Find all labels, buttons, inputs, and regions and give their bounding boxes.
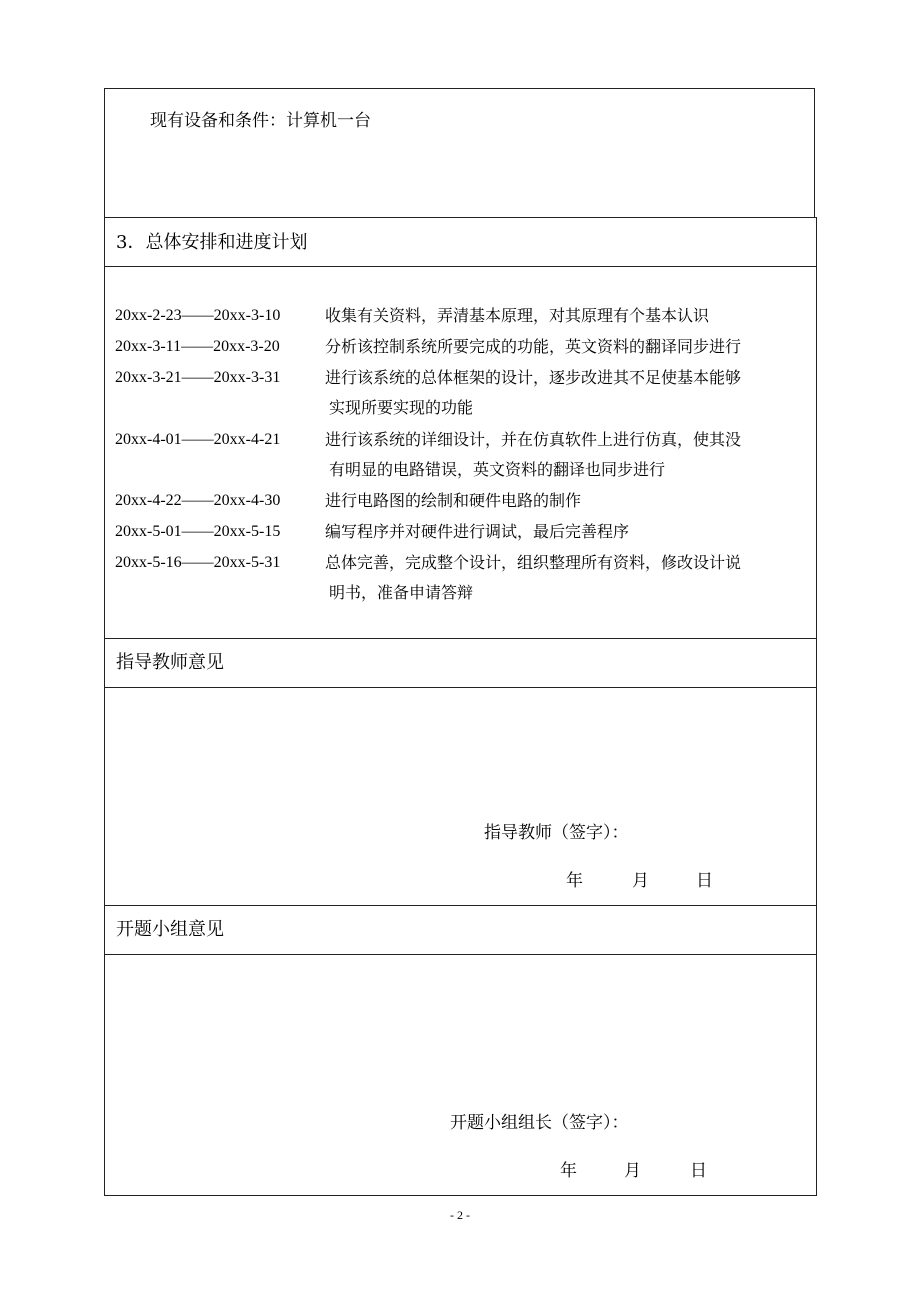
equipment-text: 现有设备和条件：计算机一台 bbox=[150, 111, 371, 131]
schedule-desc-line: 有明显的电路错误，英文资料的翻译也同步进行 bbox=[329, 460, 666, 479]
schedule-desc-line: 进行电路图的绘制和硬件电路的制作 bbox=[325, 491, 582, 510]
schedule-desc-line: 实现所要实现的功能 bbox=[329, 398, 474, 417]
committee-body bbox=[104, 954, 817, 1196]
schedule-desc-line: 编写程序并对硬件进行调试，最后完善程序 bbox=[325, 522, 630, 541]
schedule-description bbox=[325, 429, 815, 481]
schedule-date: 20xx-4-22——20xx-4-30 bbox=[115, 492, 281, 509]
schedule-date: 20xx-4-01——20xx-4-21 bbox=[115, 431, 281, 448]
committee-heading: 开题小组意见 bbox=[116, 919, 224, 940]
schedule-desc-line: 分析该控制系统所要完成的功能，英文资料的翻译同步进行 bbox=[325, 337, 742, 356]
advisor-date-year: 年 bbox=[566, 871, 583, 891]
schedule-description bbox=[325, 490, 815, 512]
schedule-heading: 3．总体安排和进度计划 bbox=[116, 232, 308, 253]
schedule-date: 20xx-5-16——20xx-5-31 bbox=[115, 554, 281, 571]
equipment-section bbox=[104, 88, 815, 218]
advisor-date-month: 月 bbox=[632, 871, 649, 891]
committee-signature-label: 开题小组组长（签字）： bbox=[450, 1113, 629, 1133]
advisor-date-day: 日 bbox=[696, 871, 713, 891]
schedule-date: 20xx-3-21——20xx-3-31 bbox=[115, 369, 281, 386]
advisor-heading: 指导教师意见 bbox=[116, 652, 224, 673]
schedule-date: 20xx-2-23——20xx-3-10 bbox=[115, 307, 281, 324]
schedule-date: 20xx-3-11——20xx-3-20 bbox=[115, 338, 280, 355]
schedule-date: 20xx-5-01——20xx-5-15 bbox=[115, 523, 281, 540]
page-number: - 2 - bbox=[450, 1208, 470, 1222]
committee-date-year: 年 bbox=[560, 1161, 577, 1181]
schedule-desc-line: 明书，准备申请答辩 bbox=[329, 583, 474, 602]
schedule-desc-line: 总体完善，完成整个设计，组织整理所有资料，修改设计说 bbox=[325, 553, 742, 572]
committee-date-month: 月 bbox=[624, 1161, 641, 1181]
schedule-description bbox=[325, 521, 815, 543]
schedule-description bbox=[325, 552, 815, 604]
schedule-description bbox=[325, 305, 815, 327]
schedule-description bbox=[325, 336, 815, 358]
committee-date-day: 日 bbox=[690, 1161, 707, 1181]
schedule-desc-line: 收集有关资料，弄清基本原理，对其原理有个基本认识 bbox=[325, 306, 710, 325]
schedule-description bbox=[325, 367, 815, 419]
schedule-desc-line: 进行该系统的详细设计，并在仿真软件上进行仿真，使其没 bbox=[325, 430, 742, 449]
schedule-desc-line: 进行该系统的总体框架的设计，逐步改进其不足使基本能够 bbox=[325, 368, 742, 387]
advisor-signature-label: 指导教师（签字）： bbox=[484, 823, 629, 843]
